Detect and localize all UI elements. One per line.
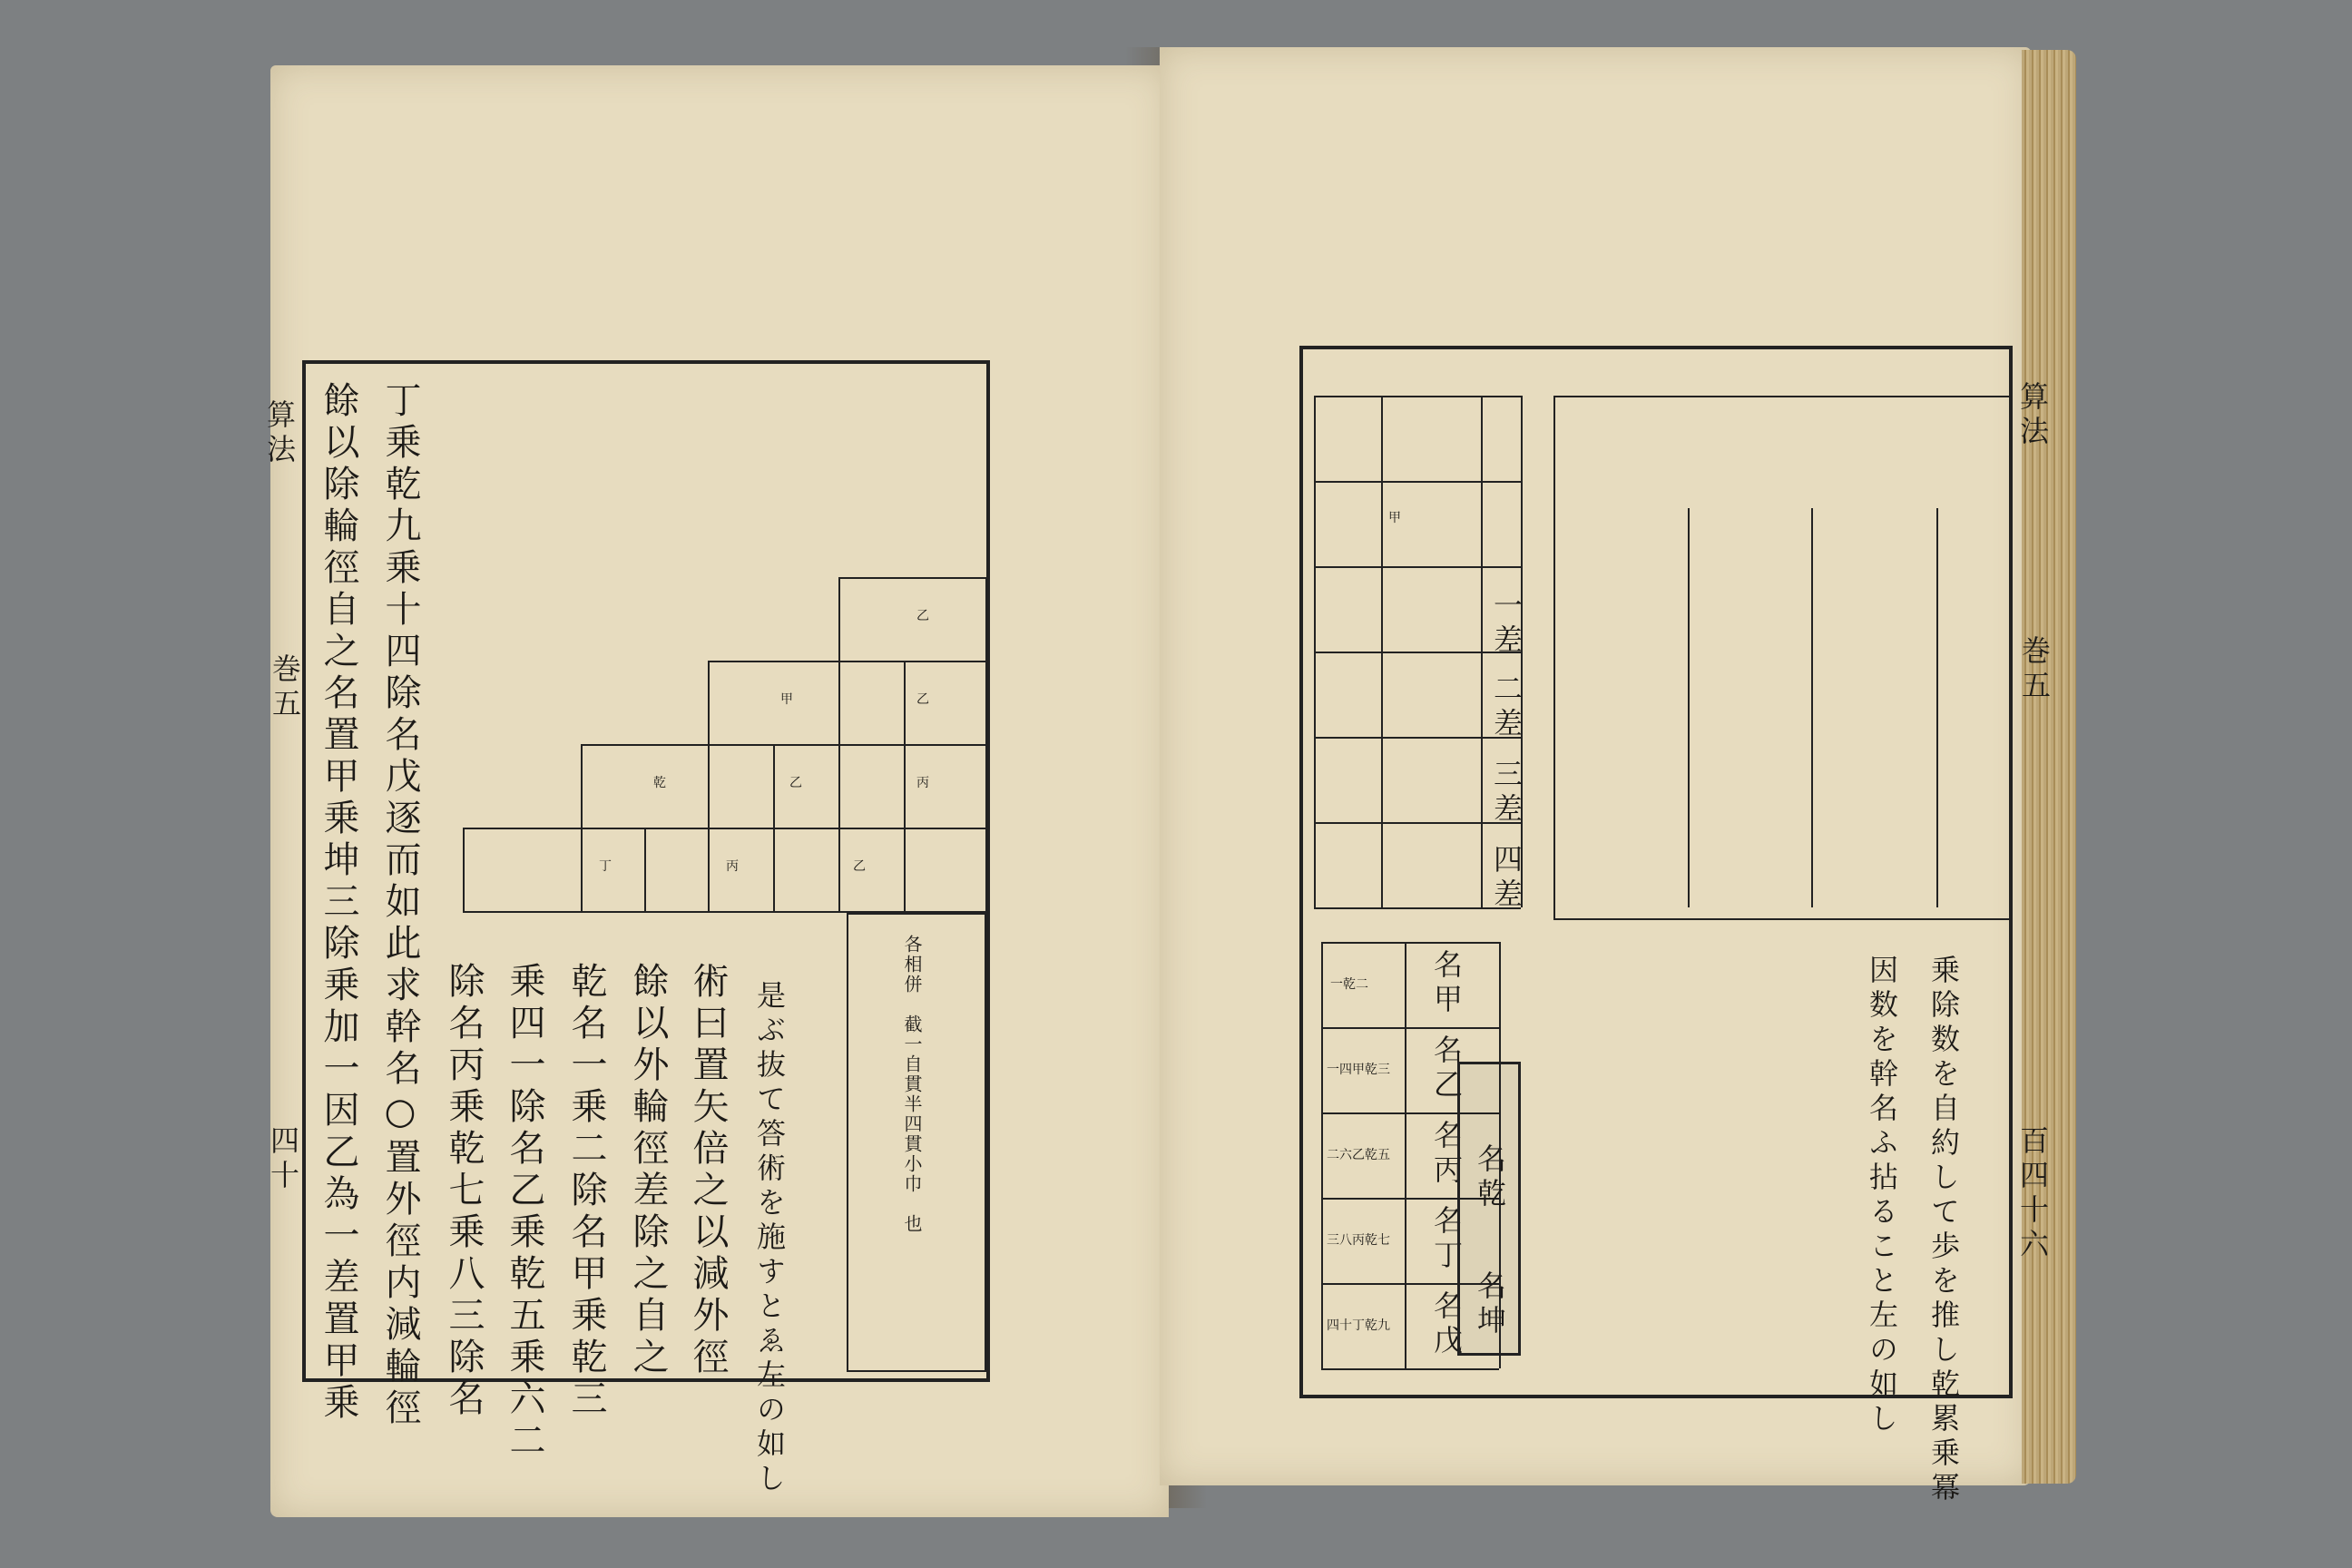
name-table-key-5: 名戊 (1429, 1290, 1464, 1359)
left-main-column-2: 丁乗乾九乗十四除名戊逐而如此求幹名○置外徑内減輪徑 (379, 381, 421, 1430)
left-main-column-1: 餘以除輪徑自之名置甲乗坤三除乗加一因乙為一差置甲乗 (318, 381, 359, 1425)
left-main-column-3: 除名丙乗乾七乗八三除名 (443, 962, 485, 1421)
right-text-column-1: 乗除数を自約して歩を推し乾累乗冪 (1926, 955, 1961, 1506)
table-label-diff-3: 三差 (1489, 759, 1524, 828)
diagram-label-8: 丙 (726, 859, 739, 874)
left-margin-title: 算法 (262, 399, 297, 468)
diagram-label-5: 乙 (789, 776, 802, 790)
diagram-label-9: 乙 (853, 859, 866, 874)
diagram-label-1: 乙 (916, 609, 929, 623)
summary-box-text: 各相併 截一自貫半四貫小巾 也 (901, 935, 923, 1234)
side-box-label-1: 名乾 (1473, 1143, 1507, 1212)
table-label-diff-4: 四差 (1489, 844, 1524, 913)
name-table-key-3: 名丙 (1429, 1120, 1464, 1189)
side-box-label-2: 名坤 (1473, 1270, 1507, 1339)
left-main-column-7: 術曰置矢倍之以減外徑 (687, 962, 729, 1379)
name-table-val-3: 二六乙乾五 (1327, 1148, 1390, 1162)
left-main-column-5: 乾名一乗二除名甲乗乾三 (565, 962, 607, 1421)
left-margin-section: 巻五 (268, 653, 302, 722)
right-margin-section: 巻五 (2017, 635, 2052, 704)
diagram-label-6: 乾 (653, 776, 666, 790)
diagram-label-7: 丁 (599, 859, 612, 874)
name-table-val-5: 四十丁乾九 (1327, 1318, 1390, 1333)
name-table-val-4: 三八丙乾七 (1327, 1233, 1390, 1248)
diagram-label-2: 乙 (916, 692, 929, 707)
page-edges (2022, 50, 2076, 1484)
name-table-key-2: 名乙 (1429, 1034, 1464, 1103)
right-data-box (1553, 396, 2011, 920)
right-page-number: 百四十六 (2015, 1125, 2050, 1263)
table-label-diff-1: 一差 (1489, 590, 1524, 659)
left-main-column-4: 乗四一除名乙乗乾五乗六二 (504, 962, 545, 1463)
name-table-val-1: 一乾二 (1330, 977, 1368, 992)
diagram-label-4: 丙 (916, 776, 929, 790)
name-table-key-4: 名丁 (1429, 1205, 1464, 1274)
name-table-key-1: 名甲 (1429, 949, 1464, 1018)
left-main-column-6: 餘以外輪徑差除之自之 (627, 962, 669, 1379)
left-note-column: 是ぶ抜て答術を施すとゑ左の如し (752, 980, 787, 1497)
right-text-column-2: 因数を幹名ふ拈ること左の如し (1865, 955, 1899, 1437)
table-label-diff-2: 二差 (1489, 673, 1524, 742)
right-margin-title: 算法 (2015, 381, 2050, 450)
table-label-jia: 甲 (1388, 511, 1401, 525)
name-table-val-2: 一四甲乾三 (1327, 1063, 1390, 1077)
left-page-number: 四十 (266, 1125, 300, 1194)
diagram-label-3: 甲 (780, 692, 793, 707)
